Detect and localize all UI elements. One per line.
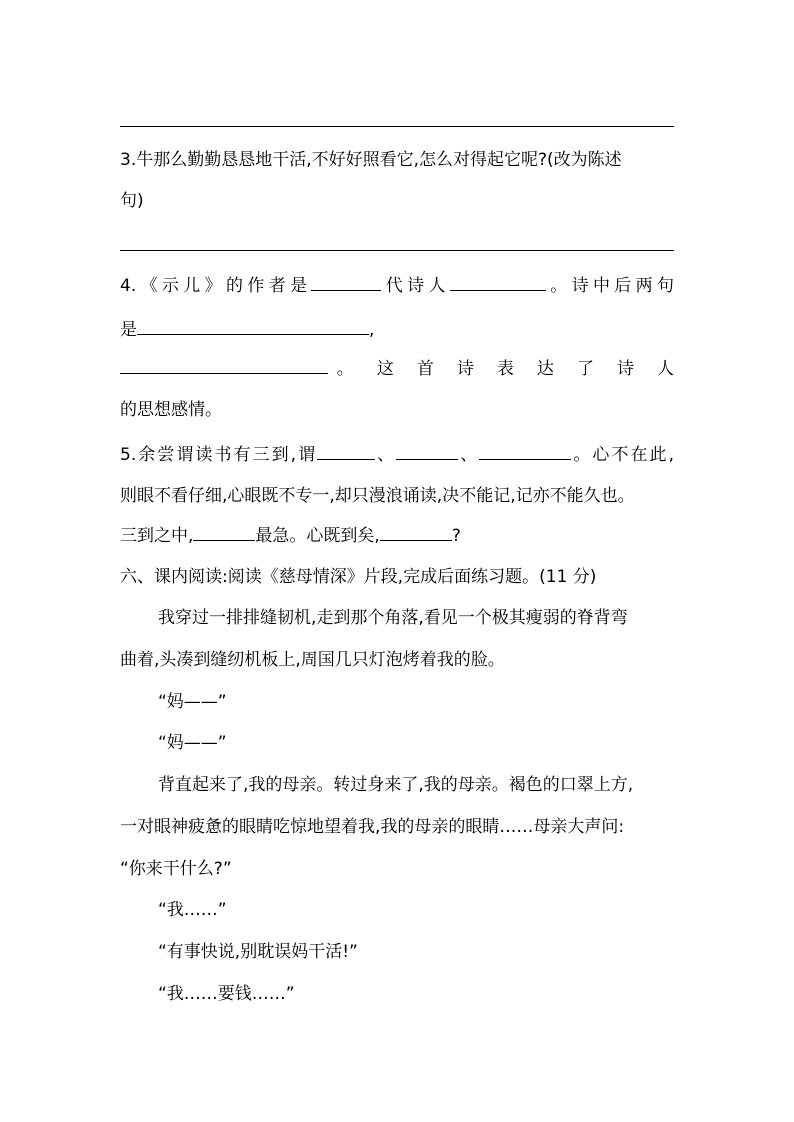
blank-most-urgent[interactable] xyxy=(193,522,255,541)
q5-sep-2: 、 xyxy=(458,445,480,465)
q5-text-xin-dao: 最急。心既到矣, xyxy=(255,526,380,546)
blank-dao-1[interactable] xyxy=(317,441,375,460)
passage-para-2-line-2: 一对眼神疲惫的眼睛吃惊地望着我,我的母亲的眼睛……母亲大声问: xyxy=(120,817,625,837)
question-3-line-2: 句) xyxy=(120,191,144,211)
q5-text-xin: 。心不在此, xyxy=(571,445,675,465)
q4-text-author: 4.《示儿》的作者是 xyxy=(120,276,312,296)
q4-comma: , xyxy=(369,320,375,340)
section-6-heading: 六、课内阅读:阅读《慈母情深》片段,完成后面练习题。(11 分) xyxy=(120,567,597,587)
passage-para-2-line-1: 背直起来了,我的母亲。转过身来了,我的母亲。褐色的口翠上方, xyxy=(158,775,634,795)
blank-dao-3[interactable] xyxy=(479,441,571,460)
question-5-line-3 xyxy=(120,522,674,548)
answer-line-q3 xyxy=(120,250,674,251)
blank-poem-line-1[interactable] xyxy=(137,316,369,335)
passage-para-1-line-1: 我穿过一排排缝韧机,走到那个角落,看见一个极其瘦弱的脊背弯 xyxy=(158,608,628,628)
question-4-line-4: 的思想感情。 xyxy=(120,400,222,420)
question-5-line-2: 则眼不看仔细,心眼既不专一,却只漫浪诵读,决不能记,记亦不能久也。 xyxy=(120,486,635,506)
q4-text-express: 。 这 首 诗 表 达 了 诗 人 xyxy=(328,359,674,379)
q4-text-shi: 是 xyxy=(120,320,137,340)
q4-text-poet: 代诗人 xyxy=(381,276,450,296)
blank-poem-line-2[interactable] xyxy=(120,355,328,374)
passage-para-2-line-3: “你来干什么?” xyxy=(120,859,232,879)
dialogue-line-3: “我……” xyxy=(158,900,227,920)
question-3-line-1: 3.牛那么勤勤恳恳地干活,不好好照看它,怎么对得起它呢?(改为陈述 xyxy=(120,150,622,170)
q4-text-lines: 。诗中后两句 xyxy=(545,276,675,296)
q5-text-among: 三到之中, xyxy=(120,526,194,546)
blank-then[interactable] xyxy=(380,522,452,541)
blank-dao-2[interactable] xyxy=(396,441,458,460)
dialogue-line-4: “有事快说,别耽误妈干活!” xyxy=(158,942,358,962)
q5-text-intro: 5.余尝谓读书有三到,谓 xyxy=(120,445,318,465)
question-4-line-2 xyxy=(120,316,674,342)
blank-dynasty[interactable] xyxy=(311,272,381,291)
dialogue-line-1: “妈——” xyxy=(158,692,227,712)
q5-sep-1: 、 xyxy=(375,445,397,465)
passage-para-1-line-2: 曲着,头凑到缝纫机板上,周国几只灯泡烤着我的脸。 xyxy=(120,650,505,670)
blank-poet-name[interactable] xyxy=(450,272,546,291)
question-4-line-1 xyxy=(120,272,674,298)
question-4-line-3 xyxy=(120,355,674,381)
q5-question-mark: ? xyxy=(451,526,461,546)
dialogue-line-2: “妈——” xyxy=(158,733,227,753)
dialogue-line-5: “我……要钱……” xyxy=(158,984,295,1004)
answer-line-q2 xyxy=(120,126,674,127)
question-5-line-1 xyxy=(120,441,674,467)
